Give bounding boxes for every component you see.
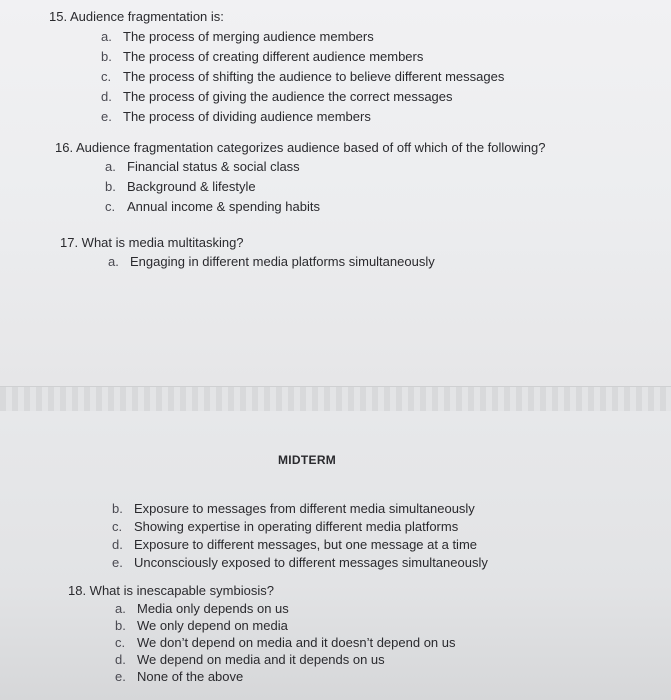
question-15-title: 15. Audience fragmentation is: bbox=[49, 9, 224, 24]
question-16 bbox=[55, 139, 545, 218]
option-text: None of the above bbox=[137, 669, 244, 684]
option-text: The process of shifting the audience to believe different messages bbox=[123, 69, 505, 84]
option-18b[interactable] bbox=[115, 617, 456, 634]
option-letter: d. bbox=[115, 652, 126, 667]
question-18-options bbox=[115, 600, 456, 685]
question-16-title: 16. Audience fragmentation categorizes audience based of off which of the following? bbox=[55, 140, 546, 155]
option-text: Media only depends on us bbox=[137, 601, 289, 616]
document-page-bottom bbox=[0, 411, 671, 700]
question-17-options-continued bbox=[112, 500, 488, 572]
option-18a[interactable] bbox=[115, 600, 456, 617]
option-16a[interactable] bbox=[105, 158, 545, 178]
option-letter: b. bbox=[112, 501, 123, 516]
option-17d[interactable] bbox=[112, 536, 488, 554]
option-letter: b. bbox=[115, 618, 126, 633]
option-text: Exposure to different messages, but one message at a time bbox=[134, 537, 478, 552]
option-letter: c. bbox=[115, 635, 126, 650]
option-16c[interactable] bbox=[105, 198, 545, 218]
question-18 bbox=[68, 582, 456, 685]
option-text: Financial status & social class bbox=[127, 159, 300, 174]
option-letter: c. bbox=[112, 519, 123, 534]
option-letter: a. bbox=[108, 254, 119, 269]
option-17e[interactable] bbox=[112, 554, 488, 572]
question-18-title: 18. What is inescapable symbiosis? bbox=[68, 583, 274, 598]
option-text: We only depend on media bbox=[137, 618, 288, 633]
option-text: Showing expertise in operating different media platforms bbox=[134, 519, 459, 534]
option-17a[interactable] bbox=[108, 253, 435, 273]
question-16-options bbox=[105, 158, 545, 218]
option-17c[interactable] bbox=[112, 518, 488, 536]
option-15d[interactable] bbox=[101, 88, 504, 108]
option-text: Unconsciously exposed to different messages simultaneously bbox=[134, 555, 488, 570]
option-15a[interactable] bbox=[101, 28, 504, 48]
option-text: Background & lifestyle bbox=[127, 179, 256, 194]
option-text: The process of merging audience members bbox=[123, 29, 374, 44]
option-letter: e. bbox=[101, 109, 112, 124]
question-15 bbox=[49, 8, 504, 128]
option-letter: b. bbox=[105, 179, 116, 194]
question-15-options bbox=[101, 28, 504, 128]
question-17-continued bbox=[112, 500, 488, 572]
option-text: Engaging in different media platforms simultaneously bbox=[130, 254, 435, 269]
option-letter: b. bbox=[101, 49, 112, 64]
option-letter: a. bbox=[115, 601, 126, 616]
option-letter: d. bbox=[101, 89, 112, 104]
option-18d[interactable] bbox=[115, 651, 456, 668]
option-letter: a. bbox=[105, 159, 116, 174]
option-letter: c. bbox=[105, 199, 116, 214]
option-letter: c. bbox=[101, 69, 112, 84]
page-header: MIDTERM bbox=[278, 453, 337, 467]
option-letter: d. bbox=[112, 537, 123, 552]
option-15e[interactable] bbox=[101, 108, 504, 128]
option-17b[interactable] bbox=[112, 500, 488, 518]
question-17-options bbox=[108, 253, 435, 273]
option-text: We depend on media and it depends on us bbox=[137, 652, 385, 667]
question-17 bbox=[60, 234, 435, 273]
option-15b[interactable] bbox=[101, 48, 504, 68]
option-text: The process of creating different audience members bbox=[123, 49, 424, 64]
option-text: Annual income & spending habits bbox=[127, 199, 320, 214]
option-15c[interactable] bbox=[101, 68, 504, 88]
option-letter: e. bbox=[115, 669, 126, 684]
option-text: The process of giving the audience the correct messages bbox=[123, 89, 453, 104]
option-letter: e. bbox=[112, 555, 123, 570]
option-letter: a. bbox=[101, 29, 112, 44]
page-break bbox=[0, 386, 671, 412]
question-17-title: 17. What is media multitasking? bbox=[60, 235, 244, 250]
option-text: Exposure to messages from different media simultaneously bbox=[134, 501, 475, 516]
option-text: The process of dividing audience members bbox=[123, 109, 371, 124]
option-16b[interactable] bbox=[105, 178, 545, 198]
option-text: We don’t depend on media and it doesn’t depend on us bbox=[137, 635, 456, 650]
option-18e[interactable] bbox=[115, 668, 456, 685]
option-18c[interactable] bbox=[115, 634, 456, 651]
